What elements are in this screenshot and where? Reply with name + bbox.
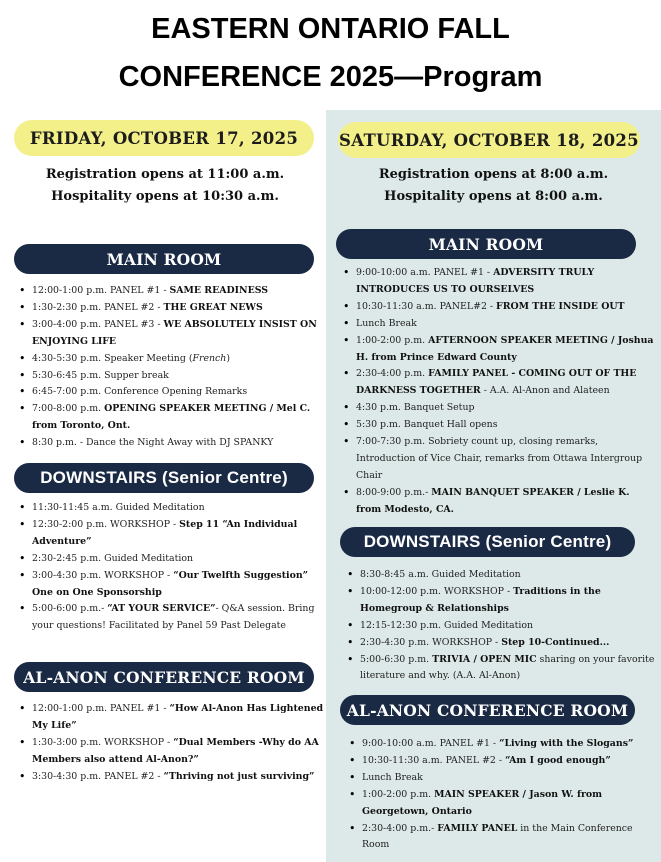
friday-registration-time: Registration opens at 11:00 a.m. bbox=[45, 167, 285, 182]
schedule-item bbox=[32, 601, 332, 635]
schedule-item bbox=[362, 770, 656, 787]
saturday-registration-time: Registration opens at 8:00 a.m. bbox=[378, 167, 609, 182]
schedule-item bbox=[360, 618, 656, 635]
schedule-item bbox=[32, 435, 332, 452]
schedule-item-bold: “Our Twelfth Suggestion” One on One Sponsorship bbox=[32, 569, 309, 598]
schedule-item-bold: Step 10-Continued... bbox=[501, 636, 610, 648]
schedule-item-text: 12:00-1:00 p.m. PANEL #1 - bbox=[32, 703, 170, 714]
schedule-item bbox=[356, 333, 656, 367]
schedule-item-text: 2:30-4:00 p.m.- bbox=[362, 822, 438, 834]
schedule-item-bold: Step 11 “An Individual Adventure” bbox=[32, 518, 298, 547]
schedule-item-text: 1:00-2:00 p.m. bbox=[362, 788, 435, 800]
friday-registration-info bbox=[0, 164, 330, 208]
schedule-item-after: in the Main Conference Room bbox=[362, 822, 633, 851]
schedule-item bbox=[32, 568, 332, 602]
saturday-downstairs-schedule bbox=[342, 567, 656, 685]
saturday-al-anon-room-heading: AL-ANON CONFERENCE ROOM bbox=[340, 695, 635, 725]
schedule-item-text: 10:30-11:30 a.m. PANEL#2 - bbox=[356, 300, 497, 312]
schedule-item bbox=[32, 735, 332, 769]
schedule-item bbox=[356, 265, 656, 299]
schedule-item-text: 4:30-5:30 p.m. Speaker Meeting ( bbox=[32, 352, 193, 364]
schedule-item-bold: “Living with the Slogans” bbox=[499, 738, 634, 749]
schedule-item bbox=[32, 300, 332, 317]
schedule-item-text: 8:30 p.m. - Dance the Night Away with DJ SPANKY bbox=[32, 437, 274, 449]
program-title-line-1: EASTERN ONTARIO FALL bbox=[151, 13, 510, 45]
schedule-item-bold: MAIN BANQUET SPEAKER / Leslie K. from Modesto, CA. bbox=[356, 486, 630, 515]
schedule-item bbox=[32, 769, 332, 786]
schedule-item-text: 9:00-10:00 a.m. PANEL #1 - bbox=[362, 738, 500, 749]
schedule-item-text: Lunch Break bbox=[362, 771, 423, 783]
schedule-item-text: 12:30-2:00 p.m. WORKSHOP - bbox=[32, 518, 180, 530]
schedule-item bbox=[32, 551, 332, 568]
saturday-main-room-heading: MAIN ROOM bbox=[336, 229, 636, 259]
schedule-item-bold: “Am I good enough” bbox=[505, 754, 611, 766]
schedule-item-text: 11:30-11:45 a.m. Guided Meditation bbox=[32, 502, 205, 513]
schedule-item-text: 8:30-8:45 a.m. Guided Meditation bbox=[360, 569, 521, 580]
schedule-item-bold: WE ABSOLUTELY INSIST ON ENJOYING LIFE bbox=[32, 318, 317, 347]
schedule-item-bold: AFTERNOON SPEAKER MEETING / Joshua H. from Prince Edward County bbox=[356, 334, 654, 363]
schedule-item-text: 7:00-7:30 p.m. Sobriety count up, closing remarks, Introduction of Vice Chair, remarks from Ottawa Intergroup Chair bbox=[356, 436, 643, 481]
schedule-item-text: 5:00-6:30 p.m. bbox=[360, 653, 433, 665]
schedule-item-bold: MAIN SPEAKER / Jason W. from Georgetown, Ontario bbox=[362, 788, 603, 817]
friday-main-room-heading: MAIN ROOM bbox=[14, 244, 314, 274]
schedule-item bbox=[32, 351, 332, 368]
schedule-item-text: 9:00-10:00 a.m. PANEL #1 - bbox=[356, 267, 494, 278]
schedule-item-text: 10:00-12:00 p.m. WORKSHOP - bbox=[360, 585, 514, 597]
saturday-registration-info bbox=[326, 164, 661, 208]
schedule-item-text: 2:30-4:00 p.m. bbox=[356, 368, 429, 380]
schedule-item-text: 5:30 p.m. Banquet Hall opens bbox=[356, 419, 498, 431]
schedule-item-text: 3:00-4:00 p.m. PANEL #3 - bbox=[32, 318, 164, 330]
schedule-item-italic: French bbox=[192, 352, 227, 364]
saturday-date-banner: SATURDAY, OCTOBER 18, 2025 bbox=[338, 122, 640, 158]
schedule-item-text: 12:00-1:00 p.m. PANEL #1 - bbox=[32, 285, 170, 296]
schedule-item-bold: TRIVIA / OPEN MIC bbox=[432, 653, 537, 665]
program-title-line-2: CONFERENCE 2025—Program bbox=[118, 61, 543, 93]
schedule-item bbox=[362, 736, 656, 753]
schedule-item bbox=[32, 283, 332, 300]
schedule-item-bold: THE GREAT NEWS bbox=[163, 301, 263, 313]
schedule-item-text: 5:00-6:00 p.m.- bbox=[32, 603, 108, 615]
schedule-item-text: 1:30-3:00 p.m. WORKSHOP - bbox=[32, 736, 174, 748]
schedule-item-bold: Traditions in the Homegroup & Relationships bbox=[360, 585, 601, 614]
schedule-item-bold: FAMILY PANEL - COMING OUT OF THE DARKNESS TOGETHER bbox=[356, 368, 637, 397]
schedule-item bbox=[356, 316, 656, 333]
schedule-item bbox=[362, 753, 656, 770]
schedule-item-bold: FROM THE INSIDE OUT bbox=[496, 300, 625, 312]
schedule-item-text: 7:00-8:00 p.m. bbox=[32, 403, 105, 415]
schedule-item-text: 5:30-6:45 p.m. Supper break bbox=[32, 369, 169, 381]
schedule-item-text: 1:30-2:30 p.m. PANEL #2 - bbox=[32, 301, 164, 313]
friday-date-banner: FRIDAY, OCTOBER 17, 2025 bbox=[14, 120, 314, 156]
schedule-item-after: sharing on your favorite literature and why. (A.A. Al-Anon) bbox=[360, 653, 655, 682]
schedule-item-text: 2:30-2:45 p.m. Guided Meditation bbox=[32, 552, 194, 564]
schedule-item bbox=[356, 417, 656, 434]
friday-al-anon-room-schedule bbox=[14, 701, 332, 786]
saturday-al-anon-room-schedule bbox=[344, 736, 656, 854]
schedule-item bbox=[32, 517, 332, 551]
schedule-item bbox=[360, 584, 656, 618]
schedule-item bbox=[32, 401, 332, 435]
schedule-item-text: 2:30-4:30 p.m. WORKSHOP - bbox=[360, 636, 502, 648]
schedule-item-text: 1:00-2:00 p.m. bbox=[356, 334, 429, 346]
schedule-item bbox=[32, 384, 332, 401]
schedule-item-bold: ADVERSITY TRULY INTRODUCES US TO OURSELVES bbox=[356, 267, 595, 295]
friday-downstairs-schedule bbox=[14, 500, 332, 635]
schedule-item-text: 12:15-12:30 p.m. Guided Meditation bbox=[360, 619, 534, 631]
saturday-hospitality-time: Hospitality opens at 8:00 a.m. bbox=[384, 189, 603, 204]
schedule-item-bold: “Thriving not just surviving” bbox=[163, 770, 315, 782]
schedule-item bbox=[360, 635, 656, 652]
schedule-item bbox=[32, 500, 332, 517]
friday-hospitality-time: Hospitality opens at 10:30 a.m. bbox=[51, 189, 279, 204]
schedule-item-bold: “Dual Members -Why do AA Members also attend Al-Anon?” bbox=[32, 736, 319, 765]
schedule-item-text: 3:00-4:30 p.m. WORKSHOP - bbox=[32, 569, 174, 581]
schedule-item-text: Lunch Break bbox=[356, 317, 417, 329]
schedule-item bbox=[356, 366, 656, 400]
schedule-item bbox=[362, 787, 656, 821]
schedule-item bbox=[32, 701, 332, 735]
schedule-item bbox=[32, 317, 332, 351]
schedule-item-after: - A.A. Al-Anon and Alateen bbox=[480, 385, 610, 397]
schedule-item-text: 8:00-9:00 p.m.- bbox=[356, 486, 432, 498]
schedule-item-text: 10:30-11:30 a.m. PANEL #2 - bbox=[362, 754, 506, 766]
schedule-item bbox=[356, 400, 656, 417]
schedule-item-bold: FAMILY PANEL bbox=[437, 822, 518, 834]
schedule-item-bold: “How Al-Anon Has Lightened My Life” bbox=[32, 703, 324, 731]
schedule-item bbox=[356, 485, 656, 519]
schedule-item-text: 3:30-4:30 p.m. PANEL #2 - bbox=[32, 770, 164, 782]
schedule-item-after: ) bbox=[226, 352, 231, 364]
schedule-item bbox=[356, 434, 656, 485]
schedule-item-after: - Q&A session. Bring your questions! Facilitated by Panel 59 Past Delegate bbox=[32, 603, 315, 632]
friday-main-room-schedule bbox=[14, 283, 332, 452]
schedule-item-bold: SAME READINESS bbox=[169, 285, 269, 296]
friday-al-anon-room-heading: AL-ANON CONFERENCE ROOM bbox=[14, 662, 314, 692]
schedule-item-text: 6:45-7:00 p.m. Conference Opening Remarks bbox=[32, 386, 248, 398]
schedule-item bbox=[356, 299, 656, 316]
schedule-item bbox=[362, 821, 656, 855]
schedule-item-bold: “AT YOUR SERVICE” bbox=[107, 603, 216, 615]
schedule-item bbox=[360, 652, 656, 686]
schedule-item-bold: OPENING SPEAKER MEETING / Mel C. from Toronto, Ont. bbox=[32, 403, 311, 432]
schedule-item-text: 4:30 p.m. Banquet Setup bbox=[356, 402, 475, 414]
schedule-item bbox=[360, 567, 656, 584]
saturday-downstairs-heading: DOWNSTAIRS (Senior Centre) bbox=[340, 527, 635, 557]
schedule-item bbox=[32, 368, 332, 385]
saturday-main-room-schedule bbox=[338, 265, 656, 519]
friday-downstairs-heading: DOWNSTAIRS (Senior Centre) bbox=[14, 463, 314, 493]
